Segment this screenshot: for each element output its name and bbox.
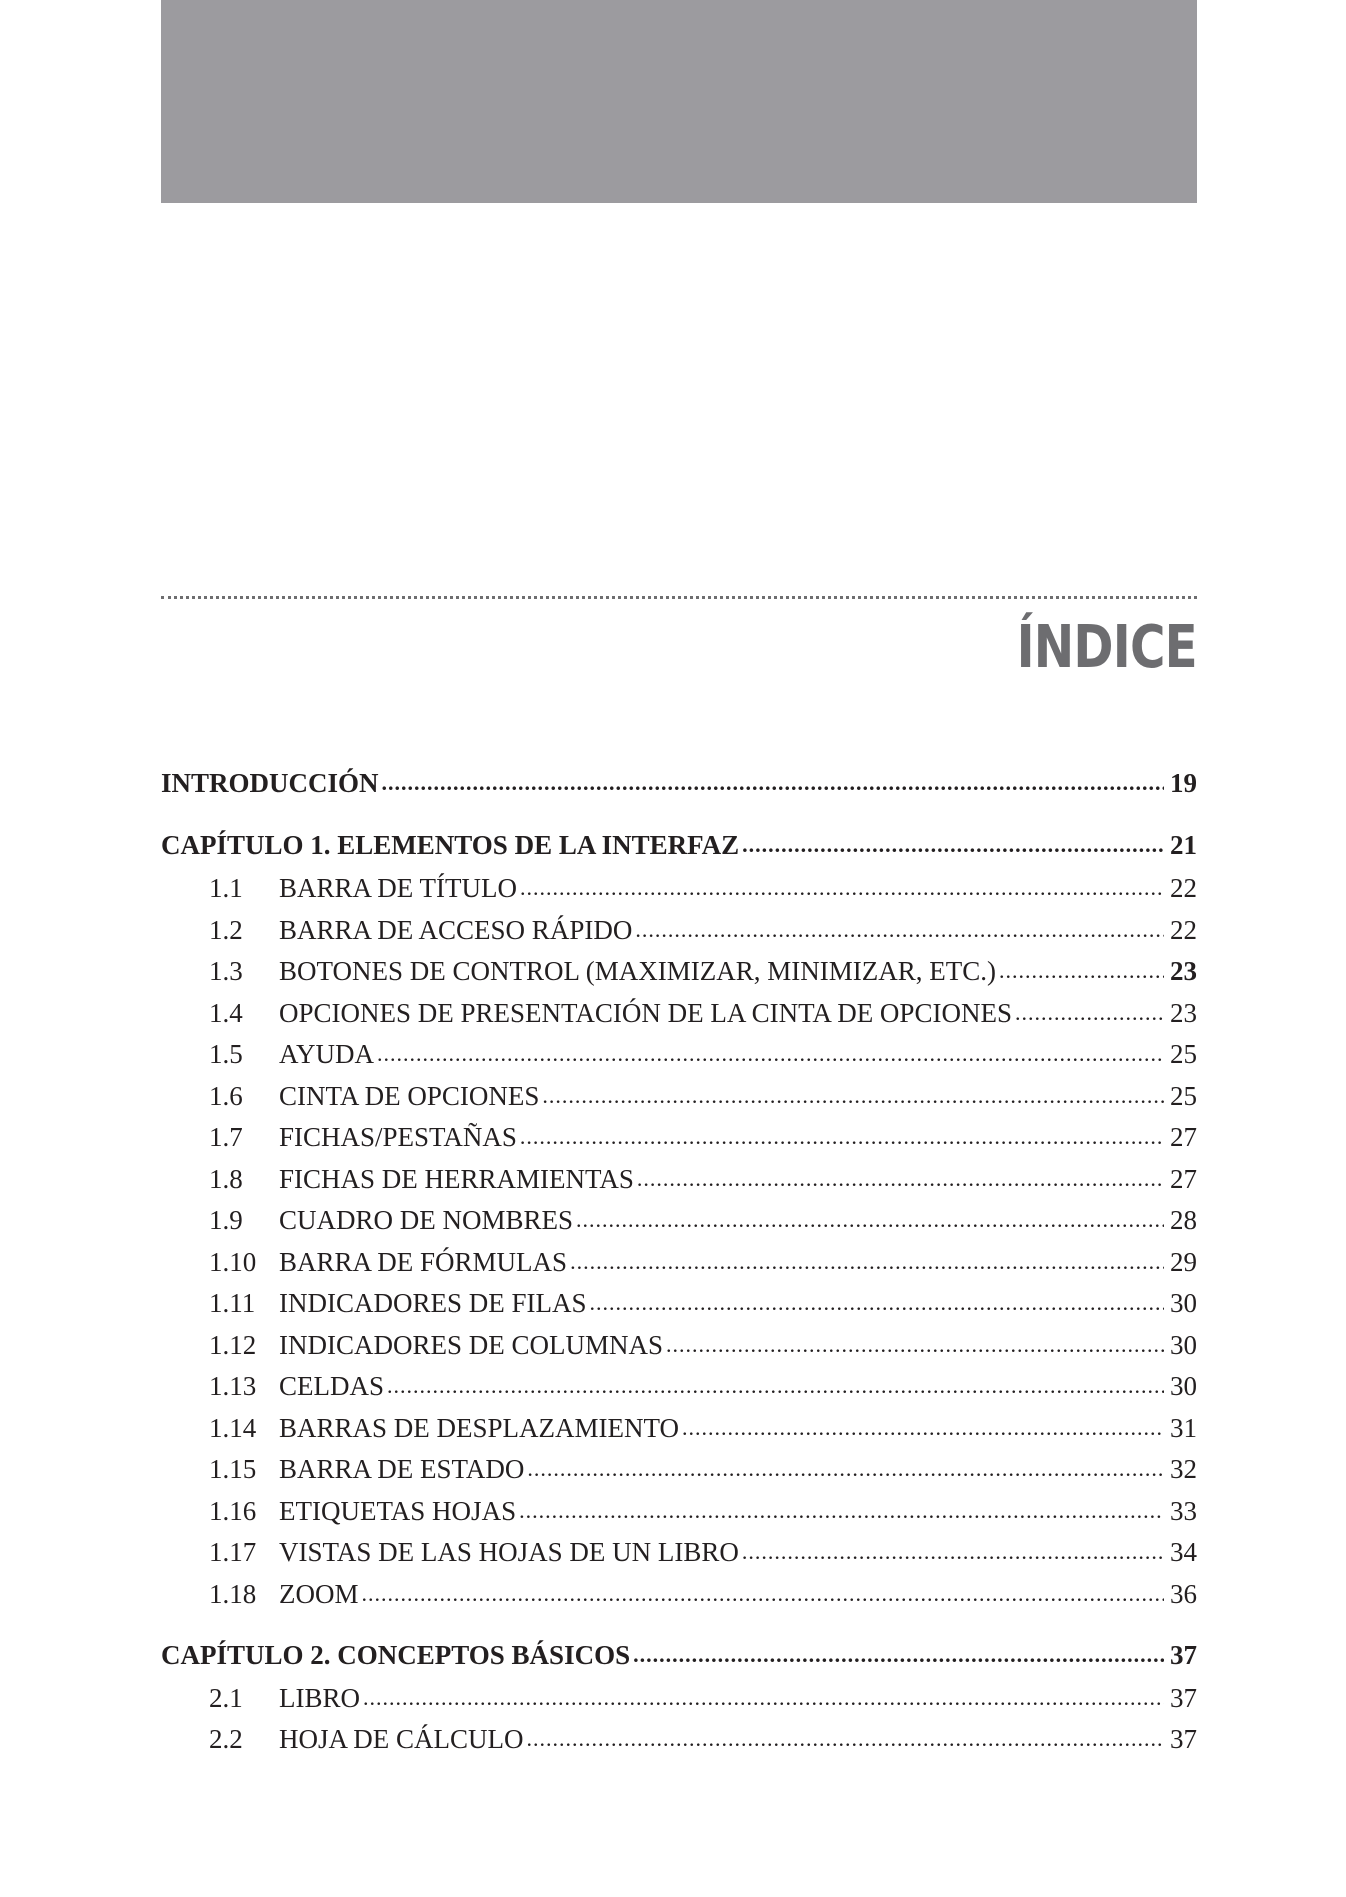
toc-section-number: 1.17 — [209, 1537, 257, 1567]
toc-entry-title: FICHAS/PESTAÑAS — [279, 1122, 517, 1152]
toc-section-number: 1.3 — [209, 956, 243, 986]
toc-page-number: 25 — [1170, 1080, 1197, 1111]
toc-section-row[interactable] — [161, 873, 1197, 909]
toc-section-number: 1.12 — [209, 1329, 257, 1360]
toc-section-number: 1.2 — [209, 914, 243, 945]
toc-section-row[interactable] — [161, 1288, 1197, 1324]
toc-entry-title: HOJA DE CÁLCULO — [279, 1724, 524, 1754]
toc-entry-title: CELDAS — [279, 1371, 385, 1401]
toc-section-number: 1.10 — [209, 1246, 257, 1277]
toc-page-number: 23 — [1170, 997, 1197, 1028]
toc-chapter-row[interactable] — [161, 768, 1197, 804]
toc-page-number: 29 — [1170, 1246, 1197, 1277]
toc-entry-title: CUADRO DE NOMBRES — [279, 1205, 574, 1235]
toc-page-number: 37 — [1170, 1682, 1197, 1713]
toc-page-number: 21 — [1170, 830, 1197, 860]
toc-page-number: 36 — [1170, 1578, 1197, 1609]
toc-entry-title: BARRA DE ESTADO — [279, 1454, 525, 1484]
toc-section-number: 1.5 — [209, 1039, 243, 1069]
toc-entry-title: LIBRO — [279, 1682, 360, 1713]
toc-entry-title: CAPÍTULO 2. CONCEPTOS BÁSICOS — [161, 1639, 631, 1670]
dot-leader — [362, 1581, 1165, 1607]
toc-section-number: 1.6 — [209, 1080, 243, 1111]
dot-leader — [635, 917, 1164, 943]
toc-section-number: 1.18 — [209, 1578, 257, 1609]
toc-page-number: 23 — [1170, 956, 1197, 986]
toc-page-number: 28 — [1170, 1205, 1197, 1235]
toc-section-number: 1.14 — [209, 1412, 257, 1443]
toc-section-row[interactable] — [161, 998, 1197, 1034]
toc-page-number: 22 — [1170, 873, 1197, 903]
toc-section-number: 2.2 — [209, 1724, 243, 1754]
dot-leader — [520, 875, 1164, 901]
toc-section-row[interactable] — [161, 1330, 1197, 1366]
page-title: ÍNDICE — [1016, 612, 1197, 681]
toc-section-row[interactable] — [161, 1081, 1197, 1117]
toc-section-row[interactable] — [161, 1039, 1197, 1075]
toc-section-number: 2.1 — [209, 1682, 243, 1713]
toc-section-number: 1.15 — [209, 1454, 257, 1484]
toc-page-number: 37 — [1170, 1724, 1197, 1754]
dot-leader — [387, 1373, 1164, 1399]
toc-page-number: 37 — [1170, 1639, 1197, 1670]
toc-entry-title: INDICADORES DE COLUMNAS — [279, 1329, 664, 1360]
toc-section-row[interactable] — [161, 1205, 1197, 1241]
toc-section-number: 1.13 — [209, 1371, 257, 1401]
dot-leader — [519, 1498, 1164, 1524]
toc-section-row[interactable] — [161, 1371, 1197, 1407]
toc-entry-title: BARRA DE TÍTULO — [279, 873, 518, 903]
toc-section-number: 1.1 — [209, 873, 243, 903]
dot-leader — [363, 1685, 1164, 1711]
toc-entry-title: INDICADORES DE FILAS — [279, 1288, 587, 1318]
toc-chapter-row[interactable] — [161, 830, 1197, 866]
dot-leader — [570, 1249, 1164, 1275]
toc-section-row[interactable] — [161, 1122, 1197, 1158]
toc-entry-title: CINTA DE OPCIONES — [279, 1080, 540, 1111]
toc-entry-title: VISTAS DE LAS HOJAS DE UN LIBRO — [279, 1537, 739, 1567]
toc-page-number: 25 — [1170, 1039, 1197, 1069]
toc-section-number: 1.11 — [209, 1288, 256, 1318]
toc-section-row[interactable] — [161, 1537, 1197, 1573]
dot-leader — [542, 1083, 1164, 1109]
toc-entry-title: BARRA DE FÓRMULAS — [279, 1246, 568, 1277]
toc-section-number: 1.7 — [209, 1122, 243, 1152]
toc-page-number: 19 — [1170, 768, 1197, 798]
toc-section-row[interactable] — [161, 1164, 1197, 1200]
dot-leader — [527, 1726, 1164, 1752]
toc-section-number: 1.4 — [209, 997, 243, 1028]
toc-section-number: 1.16 — [209, 1495, 257, 1526]
toc-section-row[interactable] — [161, 1496, 1197, 1532]
dot-leader — [742, 1539, 1164, 1565]
toc-page-number: 27 — [1170, 1122, 1197, 1152]
toc-entry-title: BARRAS DE DESPLAZAMIENTO — [279, 1412, 680, 1443]
dot-leader — [377, 1041, 1164, 1067]
dot-leader — [637, 1166, 1164, 1192]
dot-leader — [590, 1290, 1164, 1316]
toc-section-number: 1.8 — [209, 1163, 243, 1194]
toc-section-row[interactable] — [161, 1413, 1197, 1449]
toc-page-number: 30 — [1170, 1371, 1197, 1401]
toc-page-number: 32 — [1170, 1454, 1197, 1484]
toc-entry-title: ZOOM — [279, 1578, 359, 1609]
toc-section-row[interactable] — [161, 1247, 1197, 1283]
dot-leader — [742, 832, 1164, 858]
toc-section-row[interactable] — [161, 1579, 1197, 1615]
toc-section-row[interactable] — [161, 1454, 1197, 1490]
dot-leader — [382, 770, 1164, 796]
header-band — [161, 0, 1197, 203]
toc-entry-title: FICHAS DE HERRAMIENTAS — [279, 1163, 634, 1194]
toc-page-number: 27 — [1170, 1163, 1197, 1194]
toc-entry-title: INTRODUCCIÓN — [161, 768, 379, 798]
toc-entry-title: BOTONES DE CONTROL (MAXIMIZAR, MINIMIZAR, ETC.) — [279, 956, 996, 986]
dot-leader — [999, 958, 1164, 984]
toc-page-number: 22 — [1170, 914, 1197, 945]
toc-page-number: 33 — [1170, 1495, 1197, 1526]
dot-leader — [1015, 1000, 1164, 1026]
toc-entry-title: AYUDA — [279, 1039, 375, 1069]
toc-chapter-row[interactable] — [161, 1640, 1197, 1676]
toc-entry-title: CAPÍTULO 1. ELEMENTOS DE LA INTERFAZ — [161, 830, 740, 860]
dot-leader — [682, 1415, 1164, 1441]
dot-leader — [666, 1332, 1164, 1358]
toc-page-number: 31 — [1170, 1412, 1197, 1443]
toc-section-row[interactable] — [161, 915, 1197, 951]
toc-entry-title: ETIQUETAS HOJAS — [279, 1495, 517, 1526]
toc-section-row[interactable] — [161, 1683, 1197, 1719]
toc-page-number: 34 — [1170, 1537, 1197, 1567]
dot-leader — [576, 1207, 1164, 1233]
toc-section-row[interactable] — [161, 956, 1197, 992]
dotted-divider — [161, 596, 1197, 599]
dot-leader — [527, 1456, 1164, 1482]
dot-leader — [633, 1642, 1164, 1668]
toc-page-number: 30 — [1170, 1329, 1197, 1360]
toc-entry-title: OPCIONES DE PRESENTACIÓN DE LA CINTA DE OPCIONES — [279, 997, 1012, 1028]
toc-section-row[interactable] — [161, 1724, 1197, 1760]
toc-section-number: 1.9 — [209, 1205, 243, 1235]
toc-entry-title: BARRA DE ACCESO RÁPIDO — [279, 914, 633, 945]
toc-page-number: 30 — [1170, 1288, 1197, 1318]
dot-leader — [520, 1124, 1164, 1150]
